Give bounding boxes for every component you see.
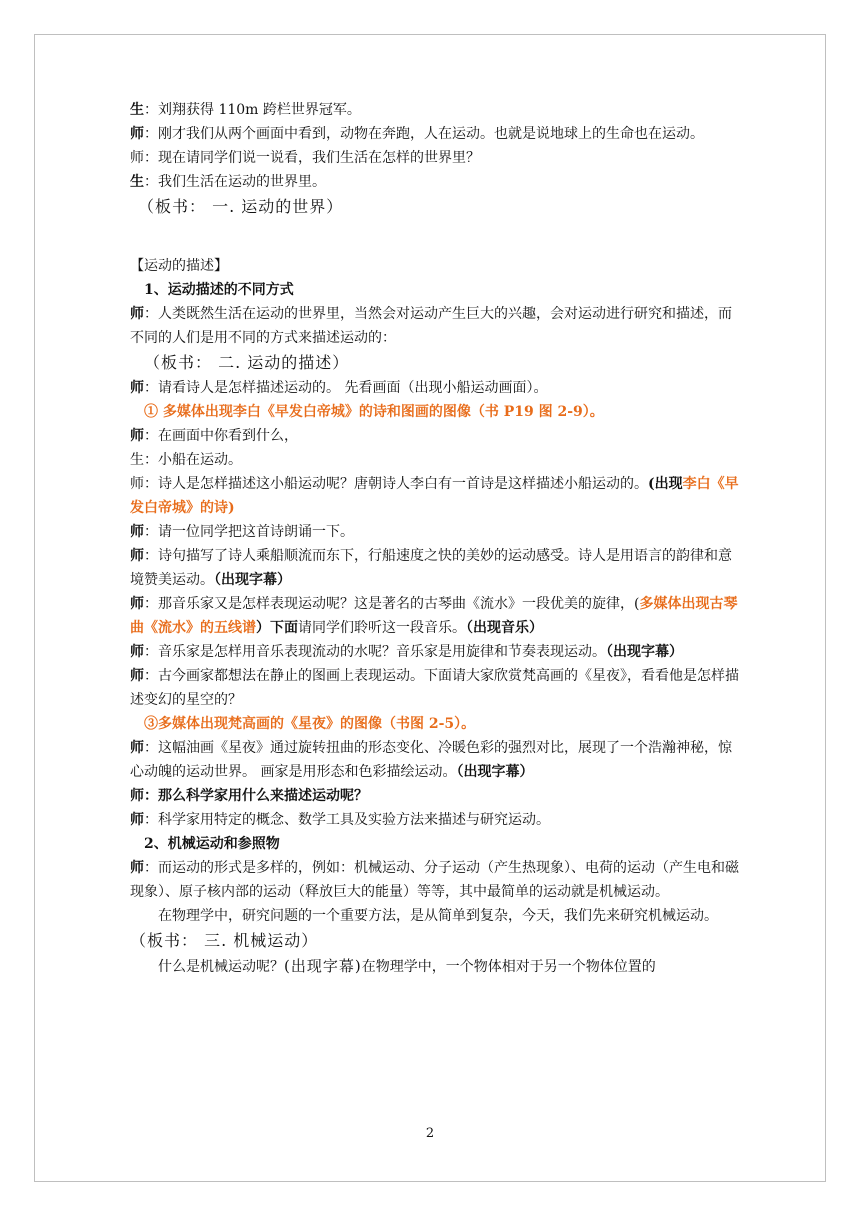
- page-number: 2: [425, 1126, 435, 1141]
- line-text: ：科学家用特定的概念、数学工具及实验方法来描述与研究运动。: [144, 812, 550, 828]
- line-text: ：我们生活在运动的世界里。: [144, 174, 326, 190]
- line-text: ：请一位同学把这首诗朗诵一下。: [144, 524, 354, 540]
- multimedia-cue: ① 多媒体出现李白《早发白帝城》的诗和图画的图像（书 P19 图 2-9）。: [144, 404, 604, 420]
- speaker: 师: [130, 380, 144, 396]
- line-text: ：请看诗人是怎样描述运动的。 先看画面（出现小船运动画面）。: [144, 380, 548, 396]
- line-text: 什么是机械运动呢？: [158, 959, 284, 975]
- cue-text: (出现: [648, 476, 683, 492]
- line-text: 在物理学中，一个物体相对于另一个物体位置的: [361, 959, 656, 975]
- speaker: 师: [130, 548, 144, 564]
- line-text: 生：小船在运动。: [130, 452, 242, 468]
- line-text: ：古今画家都想法在静止的图画上表现运动。下面请大家欣赏梵高画的《星夜》，看看他是怎样描述变幻的星空的？: [130, 668, 739, 708]
- multimedia-cue: 多媒体出现古琴曲《流水》的五线谱: [130, 596, 738, 636]
- paragraph: [130, 954, 742, 978]
- dialogue-line: [130, 98, 742, 122]
- subheading: 1、运动描述的不同方式: [144, 282, 294, 298]
- speaker: 生: [130, 102, 144, 118]
- cue-text: （出现字幕）: [606, 644, 683, 660]
- speaker: 师: [130, 644, 144, 660]
- line-text: 师：诗人是怎样描述这小船运动呢？唐朝诗人李白有一首诗是这样描述小船运动的。: [130, 476, 648, 492]
- subheading: 2、机械运动和参照物: [144, 836, 280, 852]
- line-text: ：刘翔获得 110m 跨栏世界冠军。: [144, 102, 361, 118]
- speaker: 师: [130, 126, 144, 142]
- dialogue-line: [130, 472, 742, 520]
- dialogue-line: [130, 856, 742, 904]
- paragraph: 在物理学中，研究问题的一个重要方法，是从简单到复杂，今天，我们先来研究机械运动。: [158, 908, 718, 924]
- line-text: ：诗句描写了诗人乘船顺流而东下，行船速度之快的美妙的运动感受。诗人是用语言的韵律和意境赞美运动。: [130, 548, 732, 588]
- line-text: 师：现在请同学们说一说看，我们生活在怎样的世界里？: [130, 150, 480, 166]
- cue-text: ）下面: [256, 620, 298, 636]
- speaker: 师: [130, 740, 144, 756]
- speaker: 师: [130, 306, 144, 322]
- speaker: 师: [130, 596, 144, 612]
- dialogue-line: [130, 736, 742, 784]
- dialogue-line: [130, 146, 742, 170]
- dialogue-line: [130, 808, 742, 832]
- cue-text: （出现字幕）: [214, 572, 291, 588]
- board-note: （板书： 二. 运动的描述）: [144, 353, 350, 372]
- dialogue-line: [130, 122, 742, 146]
- cue-text: （出现字幕）: [456, 764, 534, 780]
- line-text: ：这幅油画《星夜》通过旋转扭曲的形态变化、冷暖色彩的强烈对比，展现了一个浩瀚神秘，惊心动魄的运动世界。 画家是用形态和色彩描绘运动。: [130, 740, 732, 780]
- dialogue-line: [130, 520, 742, 544]
- dialogue-line: [130, 376, 742, 400]
- line-text: ：而运动的形式是多样的，例如：机械运动、分子运动（产生热现象）、电荷的运动（产生电和磁现象）、原子核内部的运动（释放巨大的能量）等等，其中最简单的运动就是机械运动。: [130, 860, 739, 900]
- board-note: （板书： 三. 机械运动）: [130, 931, 319, 950]
- dialogue-line: [130, 640, 742, 664]
- speaker: 师: [130, 860, 144, 876]
- cue-text: (出现字幕): [284, 957, 362, 975]
- section-title: 【运动的描述】: [130, 258, 228, 274]
- speaker: 师: [130, 524, 144, 540]
- dialogue-line: [130, 302, 742, 350]
- dialogue-line: [130, 544, 742, 592]
- dialogue-line: [130, 592, 742, 640]
- dialogue-line: 师：那么科学家用什么来描述运动呢？: [130, 788, 368, 804]
- dialogue-line: [130, 448, 742, 472]
- document-body: [130, 98, 742, 978]
- line-text: ：人类既然生活在运动的世界里，当然会对运动产生巨大的兴趣，会对运动进行研究和描述，而不同的人们是用不同的方式来描述运动的：: [130, 306, 732, 346]
- speaker: 师: [130, 668, 144, 684]
- multimedia-cue: 李白《早发白帝城》的诗): [130, 476, 739, 516]
- line-text: ：刚才我们从两个画面中看到，动物在奔跑，人在运动。也就是说地球上的生命也在运动。: [144, 126, 704, 142]
- cue-text: （出现音乐）: [466, 620, 543, 636]
- dialogue-line: [130, 170, 742, 194]
- speaker: 师: [130, 812, 144, 828]
- line-text: ：在画面中你看到什么，: [144, 428, 298, 444]
- line-text: 请同学们聆听这一段音乐。: [298, 620, 466, 636]
- multimedia-cue: ③多媒体出现梵高画的《星夜》的图像（书图 2-5）。: [144, 716, 476, 732]
- dialogue-line: [130, 664, 742, 712]
- line-text: ：那音乐家又是怎样表现运动呢？这是著名的古琴曲《流水》一段优美的旋律，(: [144, 596, 640, 612]
- speaker: 师: [130, 428, 144, 444]
- board-note: （板书： 一. 运动的世界）: [138, 197, 344, 216]
- dialogue-line: [130, 424, 742, 448]
- spacer: [130, 220, 742, 254]
- line-text: ：音乐家是怎样用音乐表现流动的水呢？音乐家是用旋律和节奏表现运动。: [144, 644, 606, 660]
- speaker: 生: [130, 174, 144, 190]
